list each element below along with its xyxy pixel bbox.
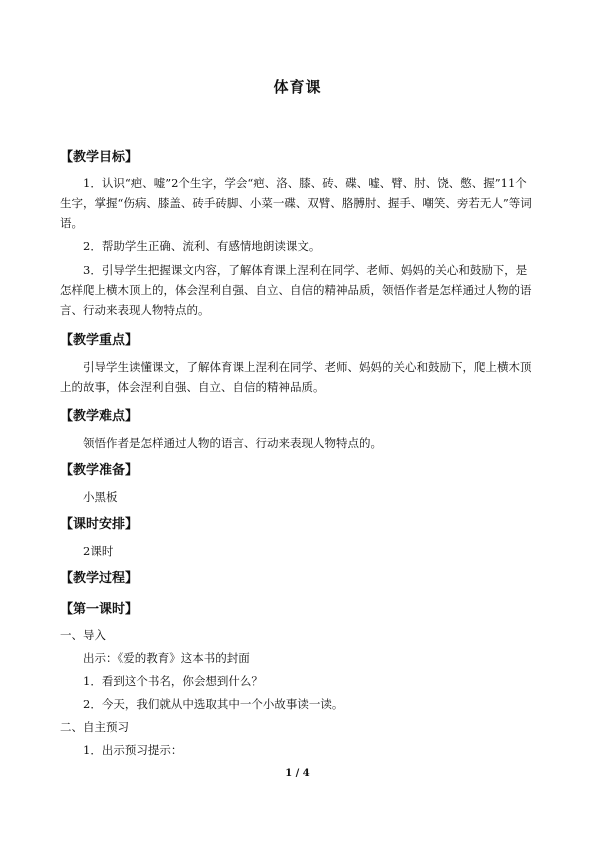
goal-item-3: 3．引导学生把握课文内容，了解体育课上涅利在同学、老师、妈妈的关心和鼓励下，是怎样爬上横木顶上的，体会涅利自强、自立、自信的精神品质，领悟作者是怎样通过人物的语言、行动来表现人物特点的。 — [60, 263, 532, 317]
heading-preparation: 【教学准备】 — [60, 463, 139, 478]
key-points-text: 引导学生读懂课文，了解体育课上涅利在同学、老师、妈妈的关心和鼓励下，爬上横木顶上的故事，体会涅利自强、自立、自信的精神品质。 — [60, 360, 532, 394]
part1-title: 一、导入 — [60, 628, 106, 642]
goal-item-2: 2．帮助学生正确、流利、有感情地朗读课文。 — [83, 239, 321, 253]
part1-line-2: 1．看到这个书名，你会想到什么？ — [83, 674, 263, 688]
preparation-text: 小黑板 — [83, 490, 118, 504]
page-indicator: 1 / 4 — [285, 768, 310, 779]
heading-process: 【教学过程】 — [60, 571, 139, 586]
part1-line-1: 出示：《爱的教育》这本书的封面 — [83, 651, 250, 665]
heading-teaching-goals: 【教学目标】 — [60, 150, 139, 165]
part1-line-3: 2．今天，我们就从中选取其中一个小故事读一读。 — [83, 697, 344, 711]
part2-title: 二、自主预习 — [60, 720, 129, 734]
heading-key-points: 【教学重点】 — [60, 333, 139, 348]
heading-difficulties: 【教学难点】 — [60, 409, 139, 424]
document-title: 体育课 — [273, 78, 322, 96]
heading-schedule: 【课时安排】 — [60, 517, 139, 532]
difficulties-text: 领悟作者是怎样通过人物的语言、行动来表现人物特点的。 — [83, 436, 382, 450]
part2-line-1: 1．出示预习提示： — [83, 743, 183, 757]
schedule-text: 2课时 — [83, 544, 114, 558]
goal-item-1: 1．认识“疤、嘘”2个生字，学会“疤、洛、膝、砖、碟、嘘、臂、肘、饶、憋、握”11个生字，掌握“伤病、膝盖、砖手砖脚、小菜一碟、双臂、胳膊肘、握手、嘲笑、旁若无人”等词语。 — [60, 176, 532, 230]
heading-first-lesson: 【第一课时】 — [60, 602, 139, 617]
